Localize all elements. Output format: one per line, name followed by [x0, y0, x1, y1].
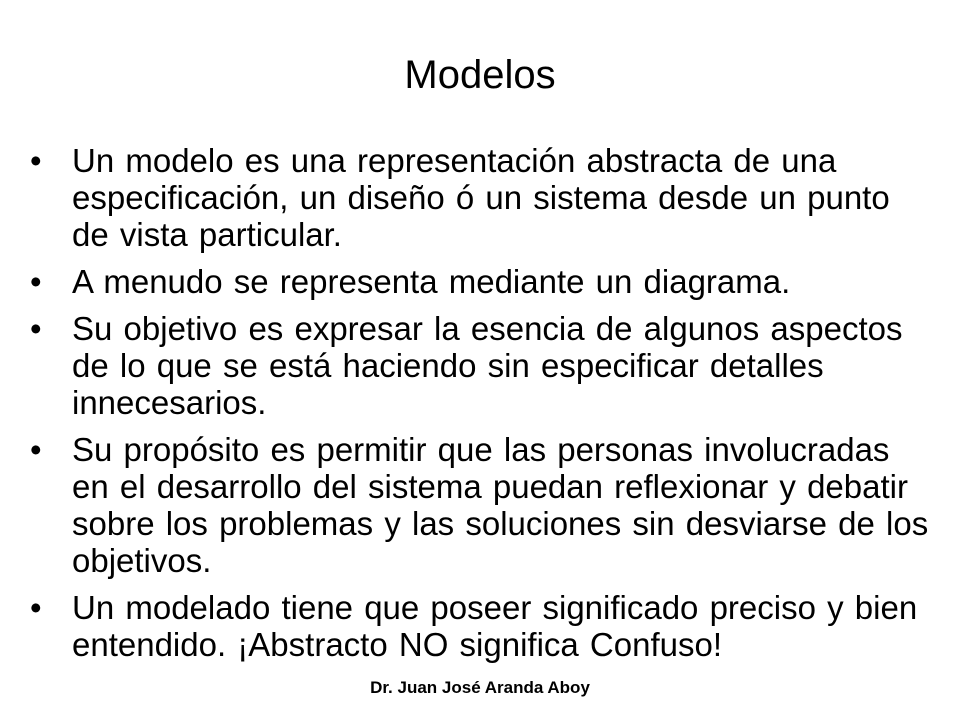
- bullet-text: Su objetivo es expresar la esencia de algunos aspectos de lo que se está haciendo sin especificar detalles innecesarios.: [72, 310, 903, 421]
- bullet-dot-icon: •: [30, 142, 42, 179]
- bullet-dot-icon: •: [30, 589, 42, 626]
- bullet-text: Su propósito es permitir que las personas involucradas en el desarrollo del sistema puedan reflexionar y debatir sobre los problemas y las soluciones sin desviarse de los objetivos.: [72, 431, 929, 579]
- bullet-dot-icon: •: [30, 310, 42, 347]
- slide-footer-author: Dr. Juan José Aranda Aboy: [370, 678, 590, 697]
- bullet-text: Un modelado tiene que poseer significado preciso y bien entendido. ¡Abstracto NO significa Confuso!: [72, 589, 918, 663]
- bullet-dot-icon: •: [30, 431, 42, 468]
- bullet-text: A menudo se representa mediante un diagrama.: [72, 263, 791, 300]
- bullet-item: [30, 310, 935, 421]
- bullet-item: [30, 431, 935, 579]
- bullet-dot-icon: •: [30, 263, 42, 300]
- bullet-item: [30, 142, 935, 253]
- slide-title: Modelos: [404, 53, 556, 97]
- bullet-list: [30, 142, 935, 673]
- bullet-item: [30, 589, 935, 663]
- bullet-item: [30, 263, 935, 300]
- bullet-text: Un modelo es una representación abstracta de una especificación, un diseño ó un sistema desde un punto de vista particular.: [72, 142, 890, 253]
